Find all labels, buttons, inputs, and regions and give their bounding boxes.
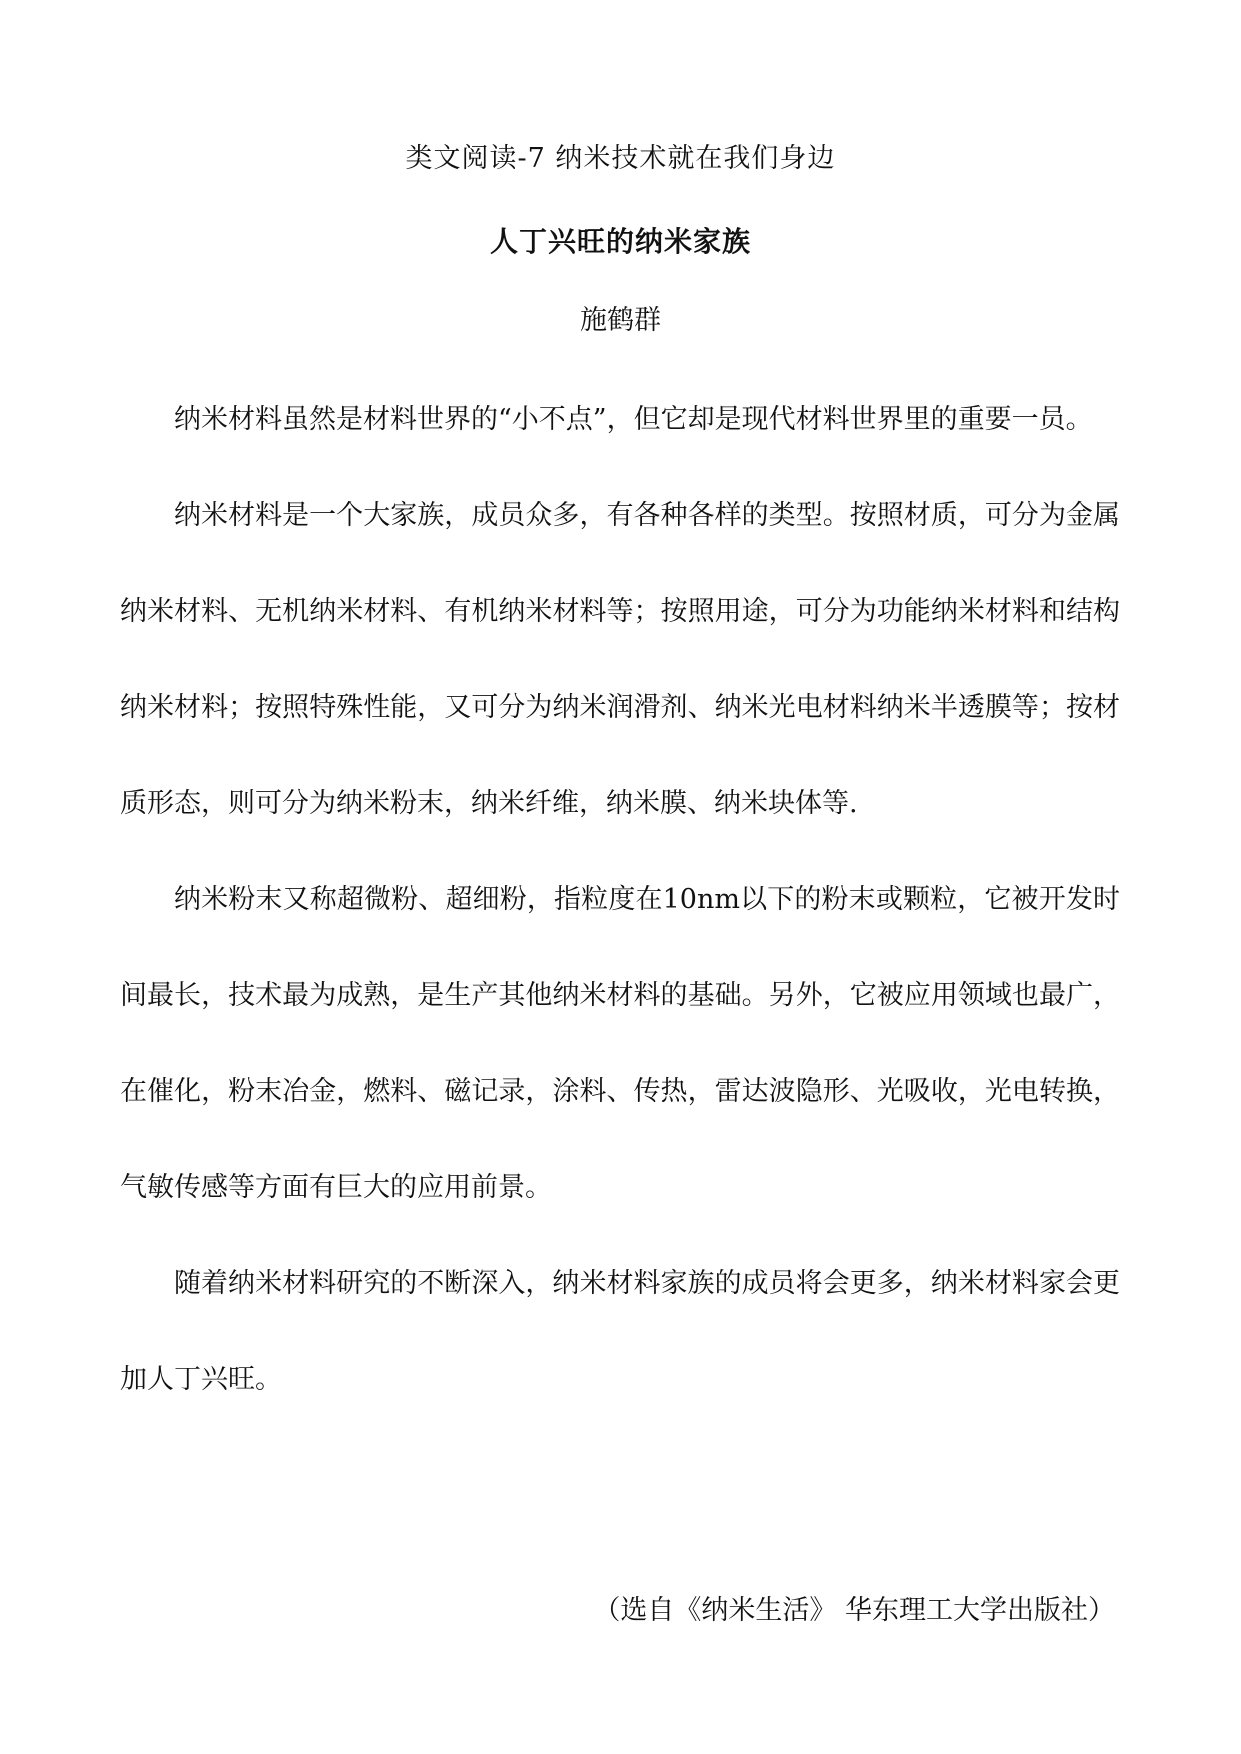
paragraph-nano-powder: 纳米粉末又称超微粉、超细粉，指粒度在10nm以下的粉末或颗粒，它被开发时间最长，技术最为成熟，是生产其他纳米材料的基础。另外，它被应用领域也最广，在催化，粉末冶金，燃料、磁记录，涂料、传热，雷达波隐形、光吸收，光电转换，气敏传感等方面有巨大的应用前景。 xyxy=(120,884,1120,1203)
paragraph-classification: 纳米材料是一个大家族，成员众多，有各种各样的类型。按照材质，可分为金属纳米材料、无机纳米材料、有机纳米材料等；按照用途，可分为功能纳米材料和结构纳米材料；按照特殊性能，又可分为纳米润滑剂、纳米光电材料纳米半透膜等；按材质形态，则可分为纳米粉末，纳米纤维，纳米膜、纳米块体等. xyxy=(120,500,1120,819)
author-name: 施鹤群 xyxy=(580,305,661,336)
source-citation: （选自《纳米生活》 华东理工大学出版社） xyxy=(593,1595,1115,1626)
paragraph-intro: 纳米材料虽然是材料世界的“小不点”，但它却是现代材料世界里的重要一员。 xyxy=(174,404,1093,435)
series-title: 类文阅读-7 纳米技术就在我们身边 xyxy=(405,143,836,174)
article-title: 人丁兴旺的纳米家族 xyxy=(489,225,751,258)
article-body xyxy=(120,372,1120,1428)
paragraph-conclusion: 随着纳米材料研究的不断深入，纳米材料家族的成员将会更多，纳米材料家会更加人丁兴旺。 xyxy=(120,1268,1120,1395)
